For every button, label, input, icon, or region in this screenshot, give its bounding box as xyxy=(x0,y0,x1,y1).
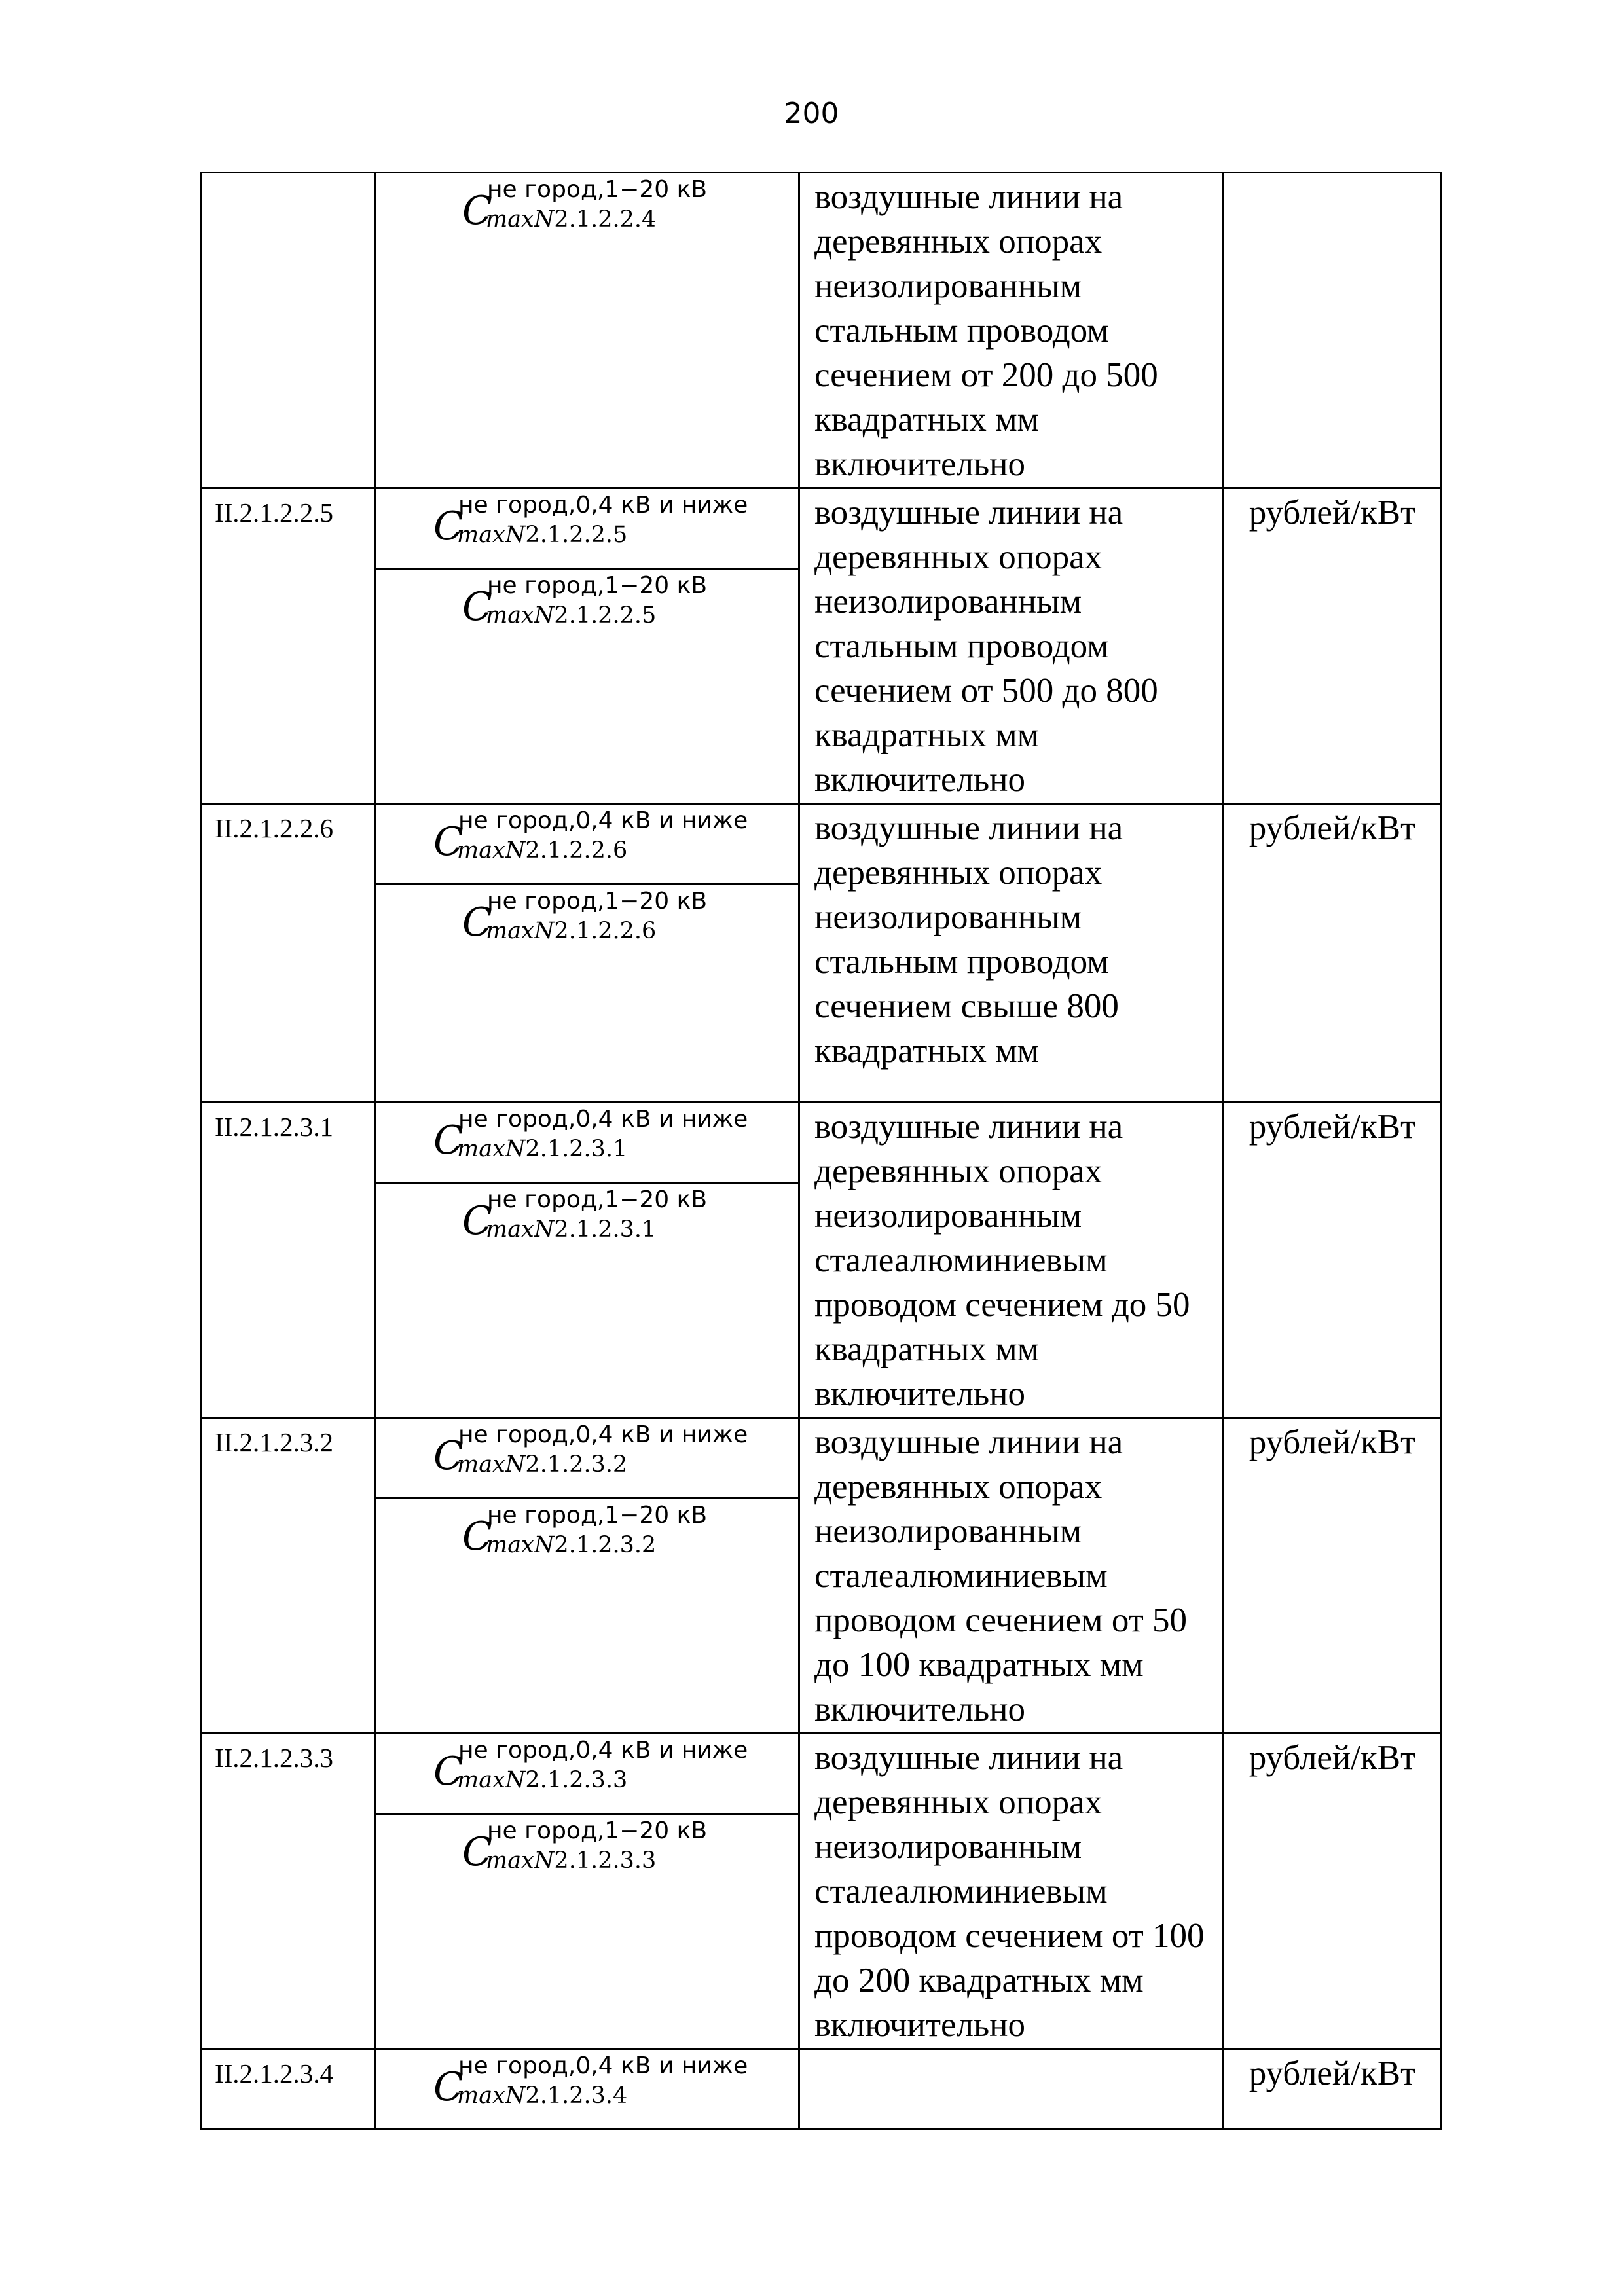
unit-cell: рублей/кВт xyxy=(1224,488,1442,804)
symbol-cell xyxy=(375,2049,799,2130)
rate-symbol: C не город,1−20 кВ maxN2.1.2.2.4 xyxy=(462,176,708,234)
code-cell: II.2.1.2.2.5 xyxy=(201,488,375,804)
tariff-table xyxy=(200,172,1442,2130)
rate-symbol: C не город,0,4 кВ и ниже maxN2.1.2.3.4 xyxy=(433,2052,748,2110)
rate-symbol: C не город,0,4 кВ и ниже maxN2.1.2.3.3 xyxy=(433,1737,748,1795)
symbol-cell xyxy=(375,804,799,1102)
symbol-cell xyxy=(375,1418,799,1734)
description-cell: воздушные линии на деревянных опорах неизолированным сталеалюминиевым проводом сечением до 50 квадратных мм включительно xyxy=(799,1102,1224,1418)
unit-cell xyxy=(1224,173,1442,488)
code-cell xyxy=(201,173,375,488)
code-cell: II.2.1.2.3.2 xyxy=(201,1418,375,1734)
code-cell: II.2.1.2.2.6 xyxy=(201,804,375,1102)
unit-cell: рублей/кВт xyxy=(1224,804,1442,1102)
table-row xyxy=(201,2049,1442,2130)
table-row xyxy=(201,488,1442,804)
symbol-cell xyxy=(375,1734,799,2049)
rate-symbol: C не город,1−20 кВ maxN2.1.2.3.3 xyxy=(376,1813,798,1893)
code-cell: II.2.1.2.3.3 xyxy=(201,1734,375,2049)
description-cell: воздушные линии на деревянных опорах неизолированным стальным проводом сечением от 200 до 500 квадратных мм включительно xyxy=(799,173,1224,488)
rate-symbol: C не город,0,4 кВ и ниже maxN2.1.2.3.1 xyxy=(433,1106,748,1163)
description-cell: воздушные линии на деревянных опорах неизолированным сталеалюминиевым проводом сечением от 100 до 200 квадратных мм включительно xyxy=(799,1734,1224,2049)
symbol-cell xyxy=(375,1102,799,1418)
unit-cell: рублей/кВт xyxy=(1224,1418,1442,1734)
rate-symbol: C не город,1−20 кВ maxN2.1.2.3.1 xyxy=(376,1182,798,1262)
code-cell: II.2.1.2.3.4 xyxy=(201,2049,375,2130)
description-cell: воздушные линии на деревянных опорах неизолированным стальным проводом сечением свыше 800 квадратных мм xyxy=(799,804,1224,1102)
code-cell: II.2.1.2.3.1 xyxy=(201,1102,375,1418)
table-row xyxy=(201,1418,1442,1734)
rate-symbol: C не город,1−20 кВ maxN2.1.2.2.6 xyxy=(376,883,798,964)
page-number: 200 xyxy=(784,97,839,130)
symbol-cell xyxy=(375,488,799,804)
rate-symbol: C не город,1−20 кВ maxN2.1.2.2.5 xyxy=(376,568,798,648)
description-cell xyxy=(799,2049,1224,2130)
table-row xyxy=(201,1734,1442,2049)
rate-symbol: C не город,0,4 кВ и ниже maxN2.1.2.2.5 xyxy=(433,492,748,549)
unit-cell: рублей/кВт xyxy=(1224,1102,1442,1418)
description-cell: воздушные линии на деревянных опорах неизолированным сталеалюминиевым проводом сечением от 50 до 100 квадратных мм включительно xyxy=(799,1418,1224,1734)
table-row xyxy=(201,173,1442,488)
description-cell: воздушные линии на деревянных опорах неизолированным стальным проводом сечением от 500 до 800 квадратных мм включительно xyxy=(799,488,1224,804)
table-row xyxy=(201,804,1442,1102)
rate-symbol: C не город,1−20 кВ maxN2.1.2.3.2 xyxy=(376,1497,798,1578)
table-row xyxy=(201,1102,1442,1418)
unit-cell: рублей/кВт xyxy=(1224,1734,1442,2049)
unit-cell: рублей/кВт xyxy=(1224,2049,1442,2130)
rate-symbol: C не город,0,4 кВ и ниже maxN2.1.2.2.6 xyxy=(433,807,748,865)
rate-symbol: C не город,0,4 кВ и ниже maxN2.1.2.3.2 xyxy=(433,1421,748,1479)
symbol-cell xyxy=(375,173,799,488)
